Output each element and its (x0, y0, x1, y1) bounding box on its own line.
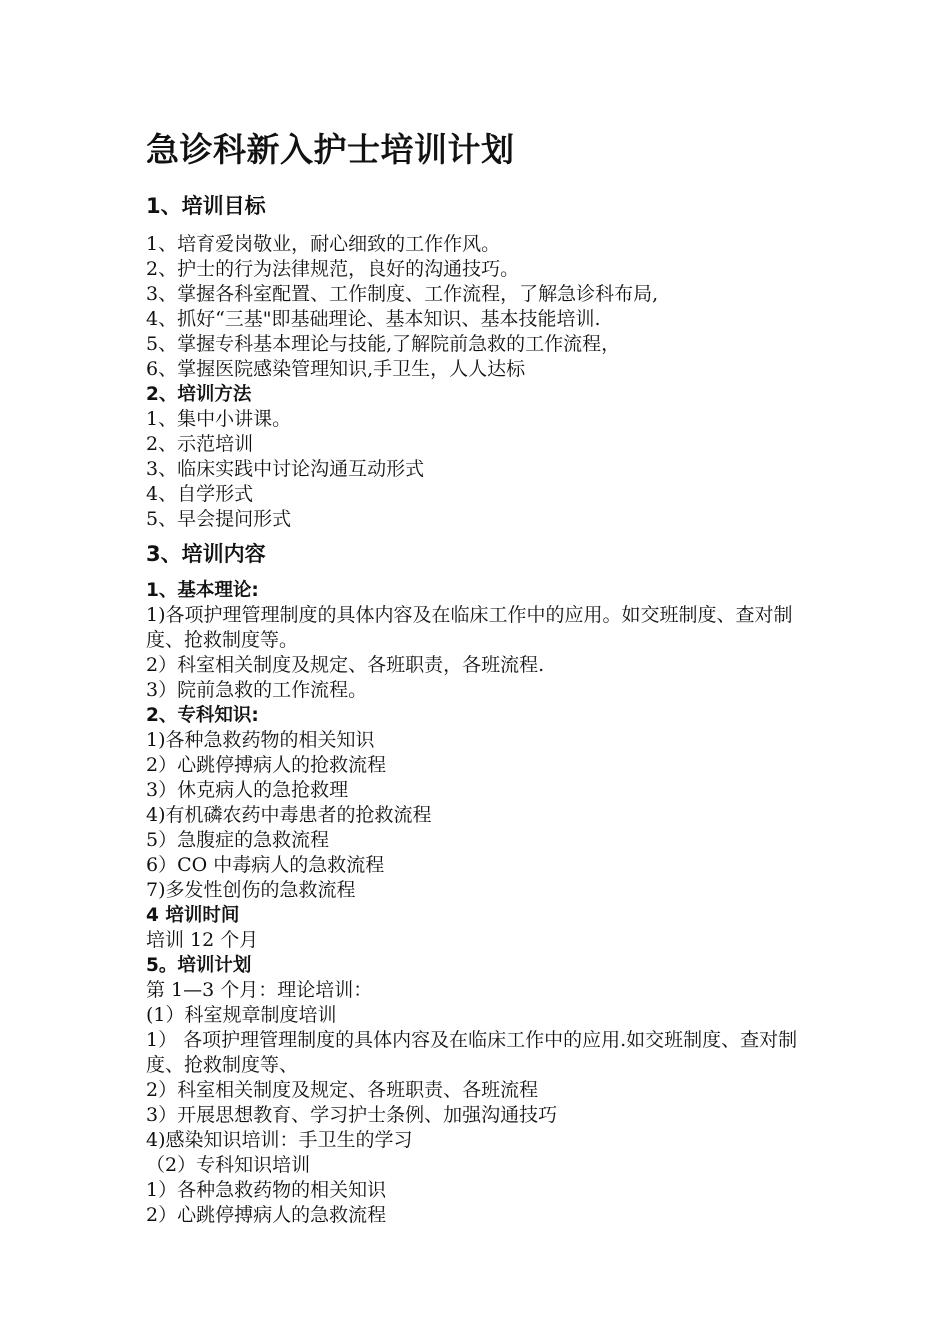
subheading-basic-theory: 1、基本理论: (146, 580, 259, 601)
list-item: 6、掌握医院感染管理知识,手卫生，人人达标 (146, 358, 526, 380)
list-item: 4、自学形式 (146, 483, 254, 505)
list-item: 3）院前急救的工作流程。 (146, 679, 368, 701)
list-item: (1）科室规章制度培训 (146, 1004, 337, 1026)
basic-theory-list (146, 603, 826, 703)
list-item: 3、临床实践中讨论沟通互动形式 (146, 458, 425, 480)
list-item: 4)感染知识培训：手卫生的学习 (146, 1129, 413, 1151)
duration-text: 培训 12 个月 (146, 929, 259, 951)
section-heading-plan: 5。培训计划 (146, 955, 252, 976)
list-item: 3、掌握各科室配置、工作制度、工作流程，了解急诊科布局, (146, 283, 659, 305)
list-item: 4)有机磷农药中毒患者的抢救流程 (146, 804, 432, 826)
list-item: 1、培育爱岗敬业，耐心细致的工作作风。 (146, 233, 501, 255)
plan-list (146, 978, 826, 1228)
list-item: 2）心跳停搏病人的抢救流程 (146, 754, 387, 776)
subheading-specialty-knowledge: 2、专科知识: (146, 705, 259, 726)
list-item: 5、早会提问形式 (146, 508, 292, 530)
document-title: 急诊科新入护士培训计划 (146, 130, 515, 169)
section-heading-methods: 2、培训方法 (146, 384, 252, 405)
list-item: （2）专科知识培训 (146, 1154, 311, 1176)
list-item: 3）休克病人的急抢救理 (146, 779, 349, 801)
list-item: 2）心跳停搏病人的急救流程 (146, 1204, 387, 1226)
list-item: 5）急腹症的急救流程 (146, 829, 330, 851)
list-item: 2、护士的行为法律规范，良好的沟通技巧。 (146, 258, 520, 280)
list-item: 1、集中小讲课。 (146, 408, 292, 430)
list-item: 6）CO 中毒病人的急救流程 (146, 854, 385, 876)
list-item: 1） 各项护理管理制度的具体内容及在临床工作中的应用.如交班制度、查对制度、抢救制度等、 (146, 1029, 798, 1076)
document-page (146, 126, 826, 1228)
list-item: 5、掌握专科基本理论与技能,了解院前急救的工作流程， (146, 333, 621, 355)
list-item: 2、示范培训 (146, 433, 254, 455)
section-heading-goals: 1、培训目标 (146, 194, 266, 218)
section-heading-duration: 4 培训时间 (146, 905, 240, 926)
methods-list (146, 407, 826, 532)
list-item: 第 1—3 个月：理论培训： (146, 979, 373, 1001)
list-item: 4、抓好“三基"即基础理论、基本知识、基本技能培训. (146, 308, 601, 330)
list-item: 1)各项护理管理制度的具体内容及在临床工作中的应用。如交班制度、查对制度、抢救制度等。 (146, 604, 793, 651)
section-heading-content: 3、培训内容 (146, 542, 266, 566)
list-item: 2）科室相关制度及规定、各班职责，各班流程. (146, 654, 545, 676)
list-item: 3）开展思想教育、学习护士条例、加强沟通技巧 (146, 1104, 558, 1126)
list-item: 1）各种急救药物的相关知识 (146, 1179, 387, 1201)
list-item: 1)各种急救药物的相关知识 (146, 729, 375, 751)
list-item: 7)多发性创伤的急救流程 (146, 879, 356, 901)
goals-list (146, 232, 826, 382)
list-item: 2）科室相关制度及规定、各班职责、各班流程 (146, 1079, 539, 1101)
specialty-knowledge-list (146, 728, 826, 903)
